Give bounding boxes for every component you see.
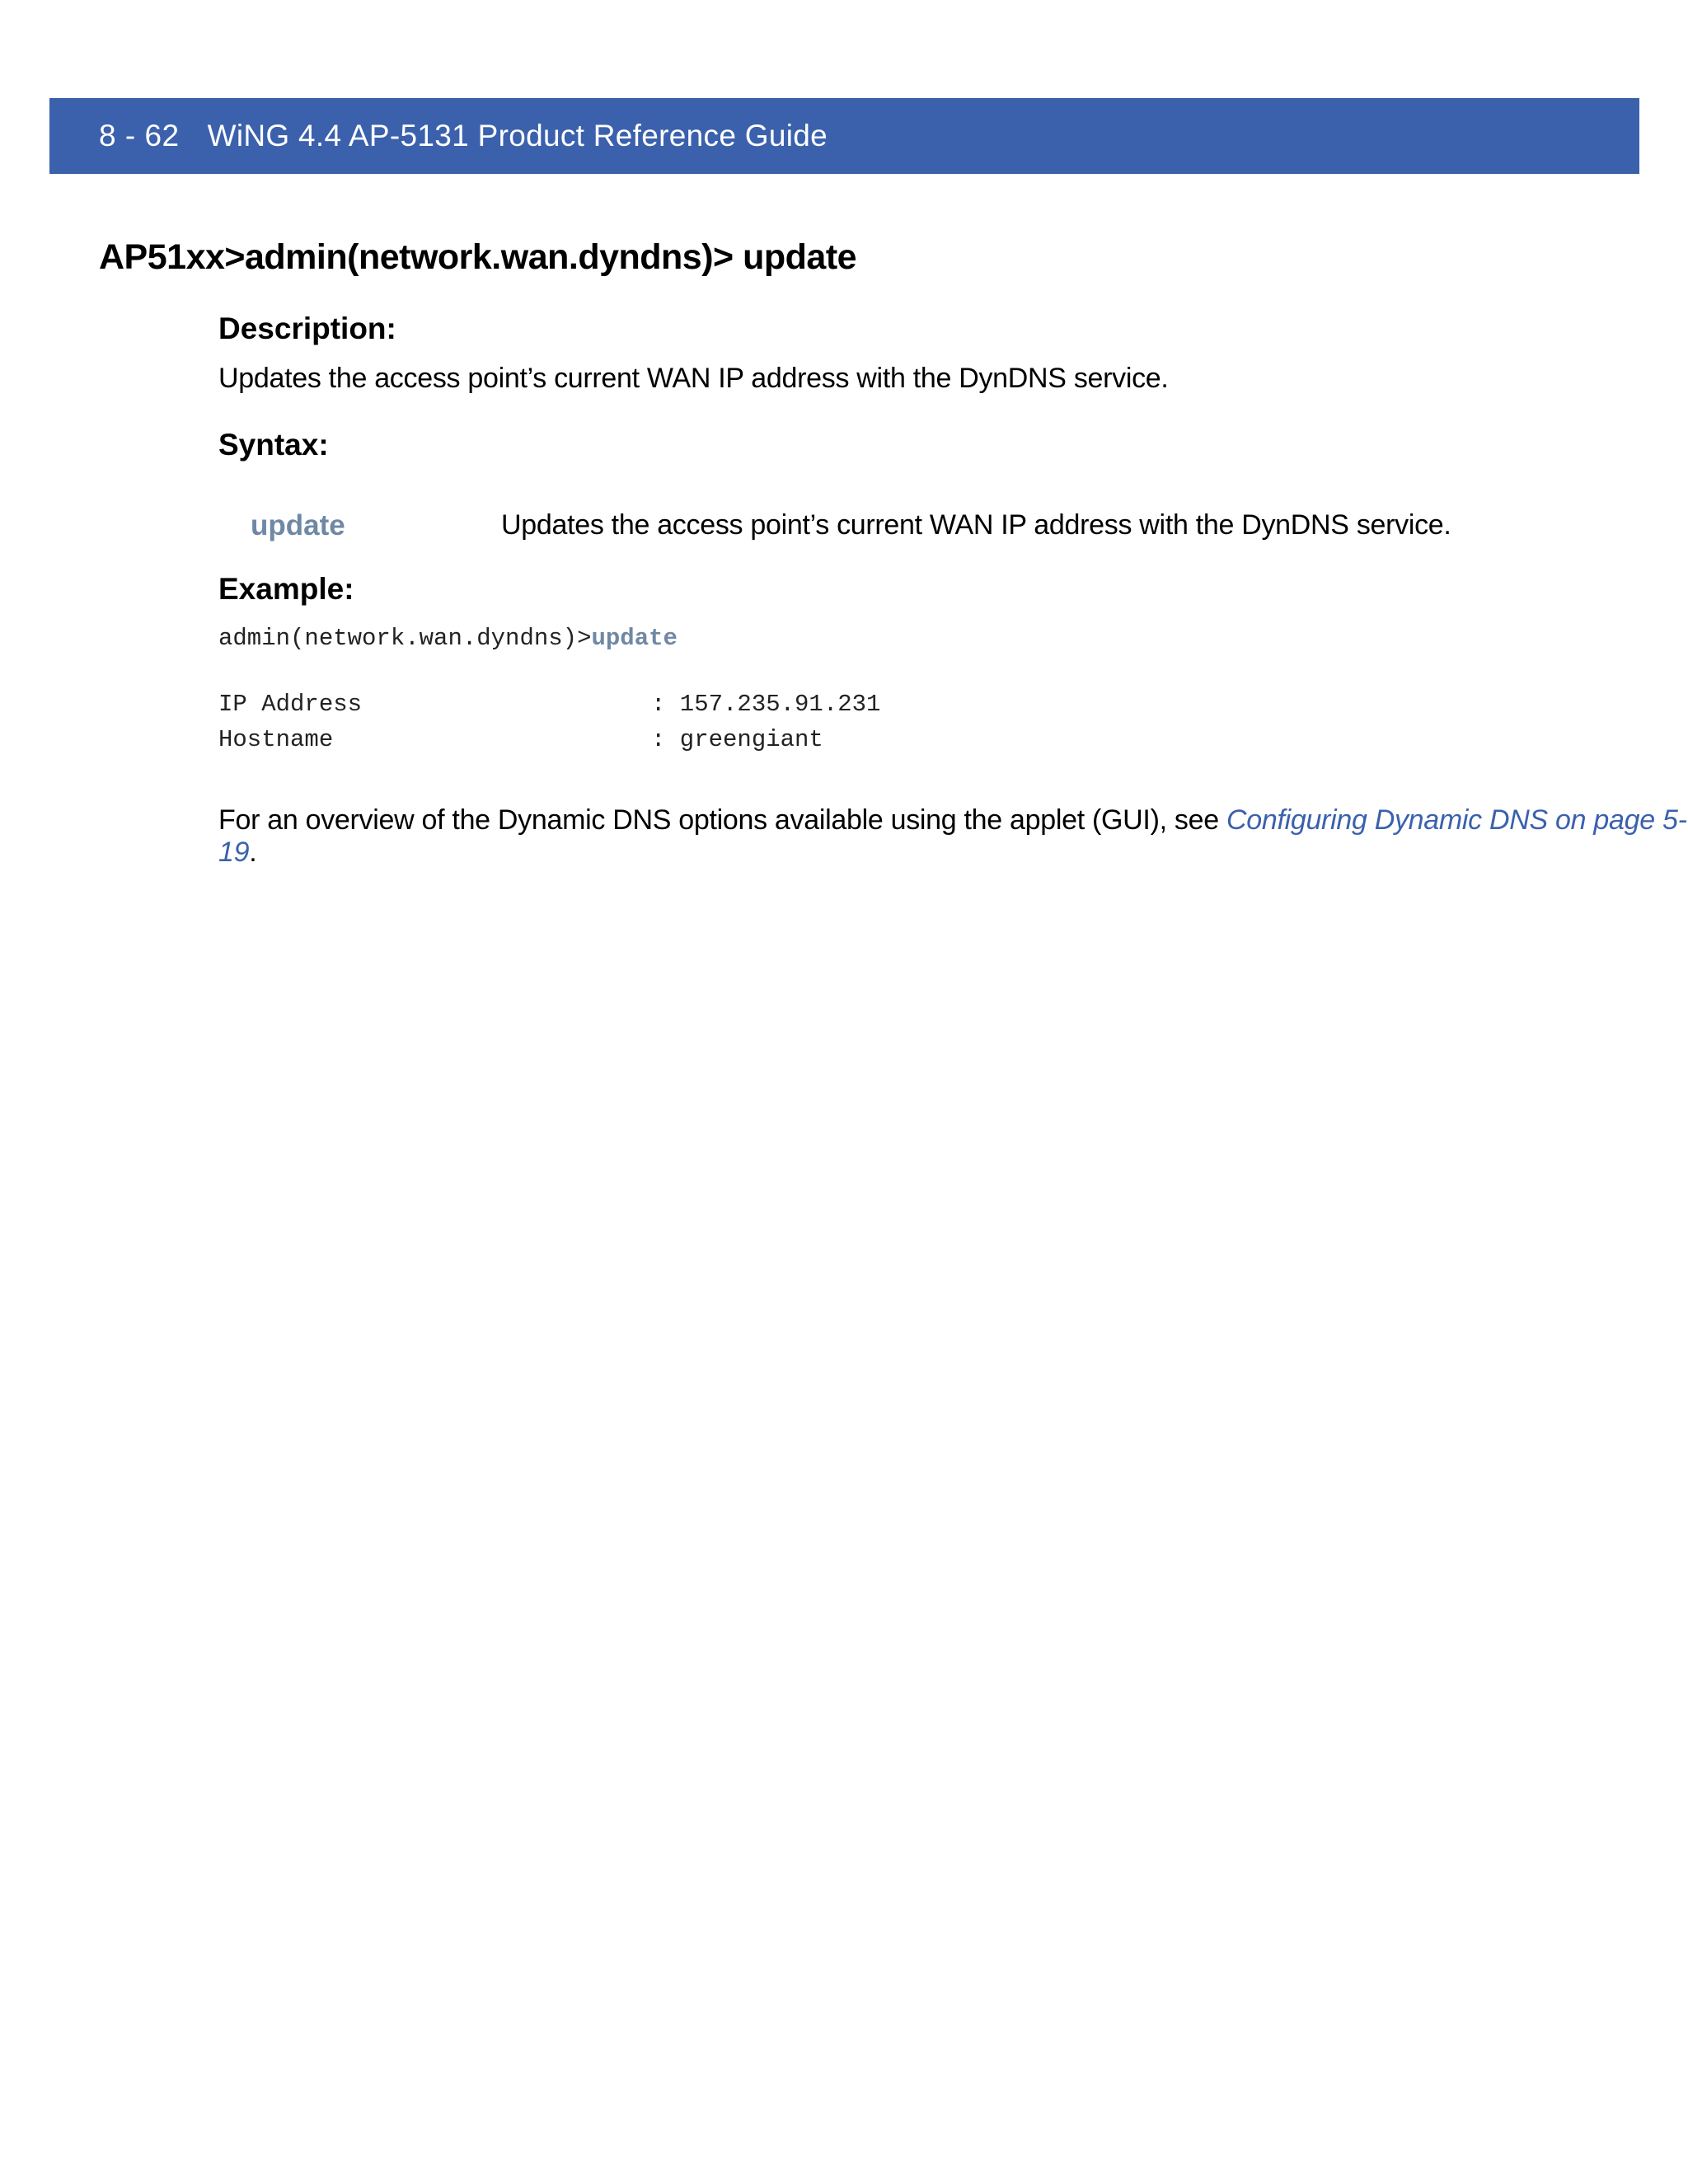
- output-value: : greengiant: [651, 726, 823, 753]
- output-value: : 157.235.91.231: [651, 691, 881, 718]
- command-heading: AP51xx>admin(network.wan.dyndns)> update: [99, 237, 857, 277]
- output-label: Hostname: [218, 726, 334, 753]
- example-heading: Example:: [218, 572, 354, 606]
- output-row-hostname: [218, 726, 823, 753]
- output-row-ip: [218, 691, 880, 718]
- example-prompt: admin(network.wan.dyndns)>: [218, 625, 592, 652]
- overview-text: For an overview of the Dynamic DNS options available using the applet (GUI), see: [218, 804, 1226, 836]
- page-number: 8 - 62: [99, 119, 180, 152]
- overview-paragraph: [218, 804, 1688, 869]
- overview-text-end: .: [249, 837, 257, 868]
- configuring-dynamic-dns-link[interactable]: Configuring Dynamic DNS on page 5-19: [218, 804, 1687, 868]
- guide-title: WiNG 4.4 AP-5131 Product Reference Guide: [207, 119, 828, 152]
- example-prompt-line: [218, 625, 678, 652]
- description-heading: Description:: [218, 312, 396, 345]
- example-command: update: [591, 625, 678, 652]
- description-text: Updates the access point’s current WAN IP address with the DynDNS service.: [218, 363, 1169, 394]
- syntax-description: Updates the access point’s current WAN IP address with the DynDNS service.: [501, 509, 1451, 541]
- syntax-heading: Syntax:: [218, 428, 329, 462]
- page-header-bar: [49, 98, 1639, 174]
- syntax-row: [251, 509, 1569, 544]
- syntax-command: update: [251, 509, 345, 541]
- output-label: IP Address: [218, 691, 363, 718]
